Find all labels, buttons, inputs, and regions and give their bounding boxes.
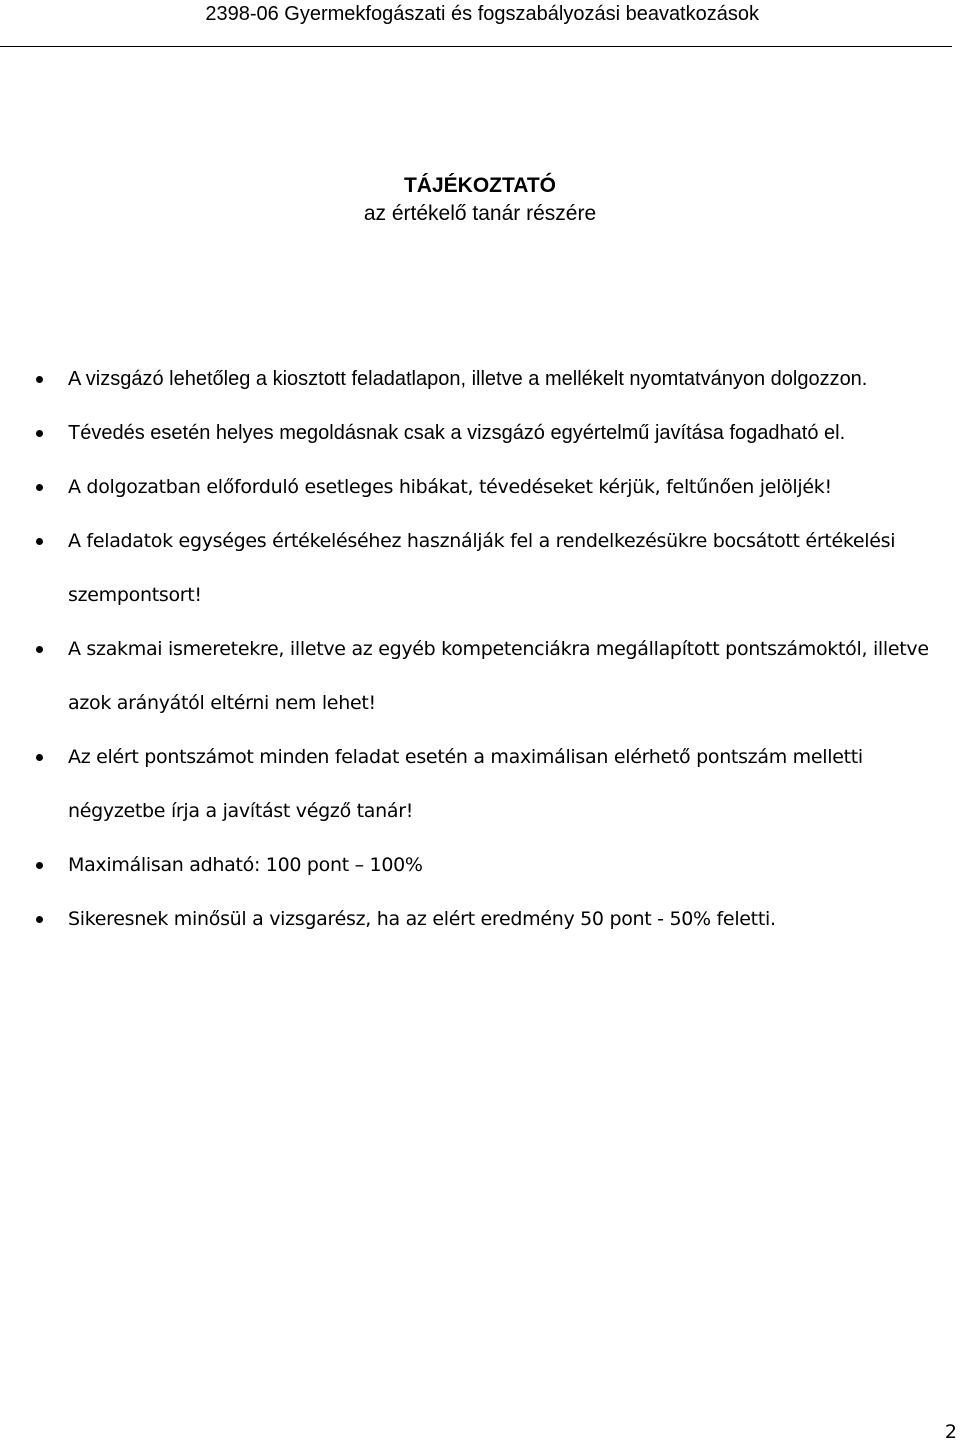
list-item bbox=[68, 460, 954, 514]
list-item bbox=[68, 892, 954, 946]
bullet-icon bbox=[36, 646, 43, 653]
list-item-text: A vizsgázó lehetőleg a kiosztott feladatlapon, illetve a mellékelt nyomtatványon dolgozzon. bbox=[68, 368, 868, 390]
list-item-text: A dolgozatban előforduló esetleges hibákat, tévedéseket kérjük, feltűnően jelöljék! bbox=[68, 476, 832, 498]
list-item bbox=[68, 838, 954, 892]
bullet-icon bbox=[36, 430, 43, 437]
bullet-icon bbox=[36, 484, 43, 491]
bullet-icon bbox=[36, 376, 43, 383]
list-item bbox=[68, 352, 954, 406]
list-item bbox=[68, 406, 954, 460]
list-item-text: Sikeresnek minősül a vizsgarész, ha az elért eredmény 50 pont - 50% feletti. bbox=[68, 908, 776, 930]
bullet-icon bbox=[36, 862, 43, 869]
list-item bbox=[68, 514, 954, 622]
list-item bbox=[68, 622, 954, 730]
list-item-text: Maximálisan adható: 100 pont – 100% bbox=[68, 854, 423, 876]
title-block bbox=[0, 172, 960, 228]
header-title: 2398-06 Gyermekfogászati és fogszabályozási beavatkozások bbox=[205, 3, 759, 25]
instruction-list bbox=[68, 352, 954, 946]
list-item-text: A feladatok egységes értékeléséhez használják fel a rendelkezésükre bocsátott értékelési szempontsort! bbox=[68, 530, 896, 606]
list-item-text: A szakmai ismeretekre, illetve az egyéb kompetenciákra megállapított pontszámoktól, illetve azok arányától eltérni nem lehet! bbox=[68, 638, 929, 714]
list-item bbox=[68, 730, 954, 838]
list-item-text: Az elért pontszámot minden feladat esetén a maximálisan elérhető pontszám melletti négyzetbe írja a javítást végző tanár! bbox=[68, 746, 863, 822]
document-subtitle: az értékelő tanár részére bbox=[363, 202, 597, 225]
bullet-icon bbox=[36, 754, 43, 761]
list-item-text: Tévedés esetén helyes megoldásnak csak a vizsgázó egyértelmű javítása fogadható el. bbox=[68, 422, 846, 444]
bullet-icon bbox=[36, 916, 43, 923]
document-title: TÁJÉKOZTATÓ bbox=[403, 174, 557, 197]
page-header bbox=[0, 0, 952, 47]
bullet-icon bbox=[36, 538, 43, 545]
page-number: 2 bbox=[944, 1421, 957, 1443]
